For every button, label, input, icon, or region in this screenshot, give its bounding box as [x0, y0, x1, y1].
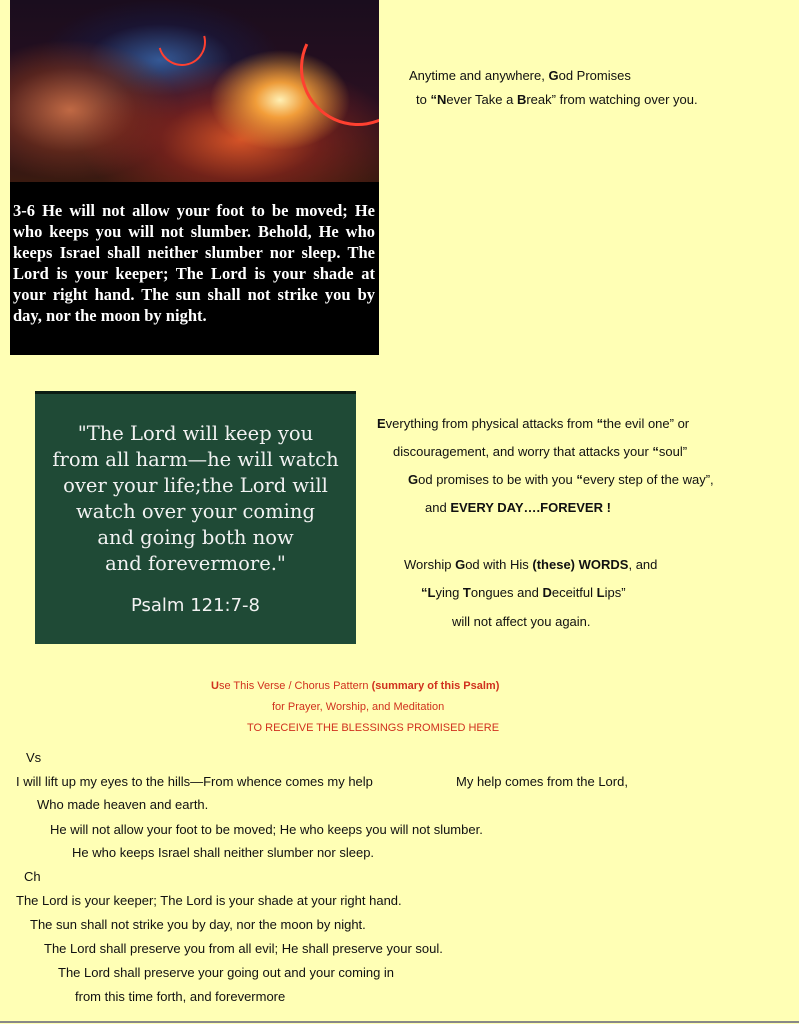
intro-line-1: Anytime and anywhere, God Promises [409, 68, 631, 83]
verse-label: Vs [26, 750, 42, 765]
bottom-divider [0, 1021, 799, 1023]
verse-line-5: He who keeps Israel shall neither slumber nor sleep. [72, 845, 375, 860]
verse-line-1: I will lift up my eyes to the hills—From whence comes my help [16, 774, 373, 789]
middle-line-1: Everything from physical attacks from “the evil one” or [377, 416, 690, 431]
chorus-line-1: The Lord is your keeper; The Lord is your shade at your right hand. [16, 893, 402, 908]
psalm-image-night-sky [10, 0, 379, 355]
chorus-line-3: The Lord shall preserve you from all evil; He shall preserve your soul. [44, 941, 443, 956]
verse-line-3: Who made heaven and earth. [37, 797, 209, 812]
instruction-line-2: for Prayer, Worship, and Meditation [272, 701, 445, 713]
chorus-line-5: from this time forth, and forevermore [75, 989, 286, 1004]
psalm-quote-image [35, 391, 356, 644]
middle-line-7: will not affect you again. [452, 614, 591, 629]
chorus-line-4: The Lord shall preserve your going out and your coming in [58, 965, 395, 980]
intro-line-2: to “Never Take a Break” from watching over you. [416, 92, 698, 107]
middle-line-5: Worship God with His (these) WORDS, and [404, 557, 658, 572]
verse-line-2: My help comes from the Lord, [456, 774, 628, 789]
verse-line-4: He will not allow your foot to be moved; He who keeps you will not slumber. [50, 822, 483, 837]
middle-line-4: and EVERY DAY….FOREVER ! [425, 500, 611, 515]
quote-reference: Psalm 121:7-8 [130, 595, 261, 616]
middle-line-2: discouragement, and worry that attacks your “soul” [393, 444, 688, 459]
middle-line-6: “Lying Tongues and Deceitful Lips” [421, 585, 626, 600]
quote-text: "The Lord will keep you from all harm—he will watch over your life;the Lord will watch over your coming and going both now and forevermore." [52, 422, 339, 575]
image-verse-text: 3-6 He will not allow your foot to be moved; He who keeps you will not slumber. Behold, He who keeps Israel shall neither slumber nor sleep. The Lord is your keeper; The Lord is your shade at your right hand. The sun shall not strike you by day, nor the moon by night. [13, 201, 375, 325]
middle-line-3: God promises to be with you “every step of the way”, [408, 472, 714, 487]
chorus-line-2: The sun shall not strike you by day, nor the moon by night. [30, 917, 366, 932]
chorus-label: Ch [24, 869, 41, 884]
instruction-line-3: TO RECEIVE THE BLESSINGS PROMISED HERE [247, 722, 500, 734]
instruction-line-1: Use This Verse / Chorus Pattern (summary of this Psalm) [211, 680, 500, 692]
